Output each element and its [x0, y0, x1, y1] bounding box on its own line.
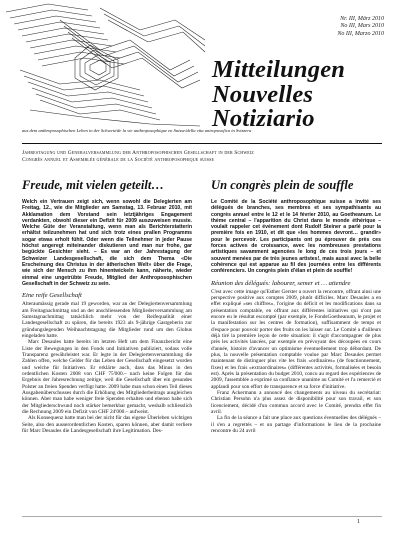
article-paragraph: La fin de la séance a fait une place aux questions éventuelles des délégués – il s'en a regrettés – et un partage d'informations le lieu de la prochaine rencontre du 24 avril	[211, 415, 381, 435]
article-subheading: Réunion des délégués: labourer, semer et … attendre	[211, 279, 351, 287]
article-lead: Welch ein Vertrauen zeigt sich, wenn sowohl die Delegierten am Freitag, 12., wie die Mitglieder am Samstag, 13. Februar 2010, mit Akklamation dem Vorstand sein letztjähriges Engagement verdankten, obwohl dieser ein Defizit für 2009 auszuweisen musste. Welche Güte der Veranstaltung, wenn man als Berichterstatterin erhältst teilzunehmen hat und sich trotz eines prallen Programms sogar etwas erholt fühlt. Oder wenn die Teilnehmer in jeder Pause höchst angeregt miteinander diskutieren und man nur frohe, gar begückte Gesichter sieht. – Es war an der Jahrestagung der Schweizer Landesgesellschaft, die sich dem Thema «Die Erscheinung des Christus in der ätherischen Welt» über die Frage, wie sich der Mensch zu ihm hinentwickeln kann, näherte, wieder einmal eine ungetrübte Freude, Mitglied der Anthroposophischen Gesellschaft in der Schweiz zu sein.	[22, 199, 192, 287]
article-paragraph: Alteraumässig gerade mal 19 geworden, war an der Delegiertenversammlung am Freitagnachmittag und an der anschliessenden Mitgliederversammlung am Samstagnachmittag tatsächlich mehr von der Reifequalität einer Landesgesellschaft zu spüren, die bereits 1923 als 9-jährige Gastgeberin zur gründungslegenden Weihnachtstagung die Mitglieder rund um den Globus eingeladen hatte.	[22, 301, 192, 339]
article-lead: Le Comité de la Société anthroposophique suisse a invité ses délégués de branches, ses membres et ses sympathisants au congrès annuel entre le 12 et le 14 février 2010, au Goetheanum. Le thème central – l'apparition du Christ dans le monde éthérique – voulait rappeler cet événement dont Rudolf Steiner a parlé pour la première fois en 1910, et dit que «les hommes devront… grandir» pour le percevoir. Les participants ont pu éprouver de près ces forces actives de croissance, avec les nombreuses prestations artistiques savamment agencées le long de ces trois jours – et souvent menées par de très jeunes artistes!, mais aussi avec la belle cohérence qui est apparue au fil des journées entre les différents conférenciers. Un congrès plein d'élan et plein de souffle!	[211, 199, 381, 275]
page-number: 1	[357, 519, 360, 525]
masthead-title	[212, 58, 345, 132]
article-german	[22, 178, 192, 434]
event-title-fr: Congrès annuel et Assemblée générale de la Société anthroposophique suisse	[22, 157, 215, 163]
article-paragraph: Als Konsequenz hatte man bei der nicht für das eigene Überleben wichtigen Seite, also den ausserordentlichen Kosten, sparen können, aber damit verliere für Marc Desaules die Landesgesellschaft ihre Legitimation. Des-	[22, 415, 192, 435]
issue-de: Nr. III, März 2010	[340, 16, 384, 22]
article-subheading: Eine reife Gesellschaft	[22, 292, 82, 300]
masthead-fr: Nouvelles	[212, 80, 314, 108]
article-heading: Un congrès plein de souffle	[211, 178, 354, 192]
masthead-de: Mitteilungen	[212, 56, 346, 83]
top-rule	[22, 143, 382, 144]
event-title	[22, 150, 382, 164]
article-paragraph: Marc Desaules hatte bereits im letzten Heft um dem Finanzbericht eine Liste der Bewegungen in den Fonds und Initiativen publiziert, sodass volle Transparenz gewährleistet war. Er legte in der Delegiertenversammlung die Zahlen offen, welche Gelder für das Leben der Gesellschaft eingesetzt wurden und welche für Initiativen. Er erklärte auch, dass das Minus in den ordentlichen Kosten 2008 von CHF 75'000.– nach keine Folgen für das Ergebnis der Jahresrechnung zeitige, weil die Gesellschaft über ein gesundes Polster an freien Spenden verfügt hatte. 2009 habe man schon einen Teil dieses Ausgabenüberschusses durch die Erhöhung des Mitgliederbeitrags ausgleichen können. Aber man habe weniger freie Spenden erhalten und ebenso habe sich der Mitgliederschwund noch stärker bemerkbar gemacht, weshalb schliesslich die Rechnung 2009 ein Defizit von CHF 24'000.– aufweist.	[22, 339, 192, 415]
article-paragraph: Franz Ackermann a annoncé des changements au niveau du secrétariat: Christian Persohn n'a plus assez de disponibilité pour son travail, et son licenciement, décidé d'un commun accord avec le Comité, prendra effet fin avril.	[211, 390, 381, 416]
event-title-de: Jahrestagung und Generalversammlung der Anthroposophischen Gesellschaft in der Schweiz	[22, 150, 254, 156]
masthead-it: Notiziario	[212, 105, 315, 132]
issue-it: No III, Marzo 2010	[337, 30, 384, 37]
article-heading: Freude, mit vielen geteilt…	[22, 178, 165, 192]
goetheanum-line-art-logo	[0, 0, 212, 132]
issue-info	[337, 16, 384, 38]
tagline: aus dem anthroposophischen Leben in der Schweiz/de la vie anthroposophique en Suisse/della vita antroposofica in Svizzera	[22, 128, 252, 133]
article-paragraph: C'est avec cette image qu'Esther Gerster a ouvert la rencontre, offrant ainsi une perspective positive aux comptes 2009, plutôt difficiles. Marc Desaules a en effet expliqué «ses chiffres», l'origine du déficit et les modifications dans sa présentation comptable, en offrant aux différentes initiatives qui n'ont pas encore eu le résultat escompté (par exemple, le FondsGoetheanum, le projet et la manifestation sur les centres de formation), suffisamment de temps et d'espace pour pouvoir porter des fruits on les laisser sur. Le Comité a d'ailleurs déjà tiré la première leçon de cette situation: il s'agit d'accompagner de plus près les activités lancées, par exemple en prévoyant des découpées en cours d'année, histoire d'avancer un optimisme éventuellement trop débordant. De plus, la nouvelle présentation comptable voulue par Marc Desaules permet maintenant de distinguer plus vite les frais «ordinaires» (de fonctionnement, fixes) et les frais «extraordinaires» (différentes activités, formalisées et besoin est). Après la présentation du budget 2010, concu au regard des expériences de 2009, l'assemblée a exprimé sa confiance unanime au Comité et l'a remercié et applaudi pour son effort de transparence et sa force d'initiative.	[211, 288, 381, 390]
issue-fr: No III, Mars 2010	[340, 23, 384, 30]
footer-rule	[22, 516, 382, 517]
article-french	[211, 178, 381, 434]
